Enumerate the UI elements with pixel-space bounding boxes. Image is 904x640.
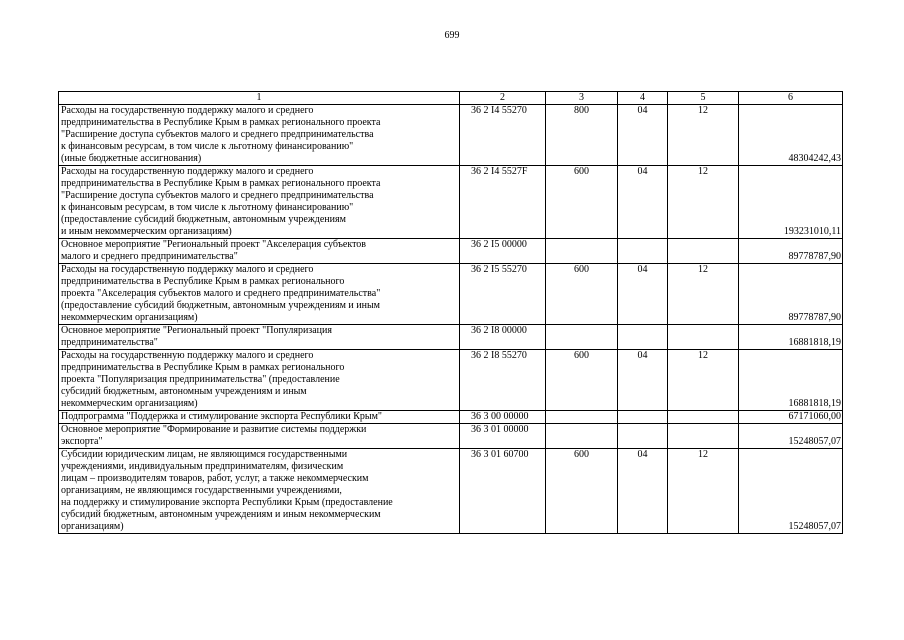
- row-amount: 67171060,00: [739, 411, 843, 424]
- row-section: 04: [618, 449, 668, 534]
- column-header: 6: [739, 92, 843, 105]
- table-row: [59, 449, 843, 534]
- row-amount: 16881818,19: [739, 325, 843, 350]
- row-description: Основное мероприятие "Формирование и развитие системы поддержки экспорта": [59, 424, 460, 449]
- row-description: Основное мероприятие "Региональный проект "Популяризация предпринимательства": [59, 325, 460, 350]
- row-expense-type: [546, 325, 618, 350]
- row-amount: 15248057,07: [739, 449, 843, 534]
- column-header: 3: [546, 92, 618, 105]
- row-expense-type: 800: [546, 105, 618, 166]
- row-expense-type: [546, 411, 618, 424]
- table-header-row: [59, 92, 843, 105]
- row-subsection: 12: [668, 105, 739, 166]
- row-code: 36 2 I8 55270: [460, 350, 546, 411]
- row-description: Подпрограмма "Поддержка и стимулирование экспорта Республики Крым": [59, 411, 460, 424]
- table-row: [59, 239, 843, 264]
- page-number: 699: [444, 30, 460, 41]
- row-amount: 89778787,90: [739, 264, 843, 325]
- row-description: Расходы на государственную поддержку малого и среднего предпринимательства в Республике Крым в рамках регионального проекта "Расширение доступа субъектов малого и среднего предпринимательства к финансовым ресурсам, в том числе к льготному финансированию" (предоставление субсидий бюджетным, автономным учреждениям и иным некоммерческим организациям): [59, 166, 460, 239]
- budget-table: [58, 91, 843, 534]
- table-row: [59, 411, 843, 424]
- table-row: [59, 166, 843, 239]
- row-section: 04: [618, 166, 668, 239]
- table-row: [59, 350, 843, 411]
- row-subsection: 12: [668, 264, 739, 325]
- row-code: 36 2 I5 00000: [460, 239, 546, 264]
- row-subsection: [668, 424, 739, 449]
- row-subsection: [668, 411, 739, 424]
- column-header: 2: [460, 92, 546, 105]
- table-row: [59, 325, 843, 350]
- row-description: Расходы на государственную поддержку малого и среднего предпринимательства в Республике Крым в рамках регионального проекта "Акселерация субъектов малого и среднего предпринимательства" (предоставление субсидий бюджетным, автономным учреждениям и иным некоммерческим организациям): [59, 264, 460, 325]
- table-row: [59, 105, 843, 166]
- row-amount: 15248057,07: [739, 424, 843, 449]
- row-subsection: 12: [668, 350, 739, 411]
- row-subsection: 12: [668, 449, 739, 534]
- row-section: 04: [618, 264, 668, 325]
- row-description: Основное мероприятие "Региональный проект "Акселерация субъектов малого и среднего предпринимательства": [59, 239, 460, 264]
- row-section: [618, 239, 668, 264]
- row-code: 36 3 00 00000: [460, 411, 546, 424]
- row-code: 36 2 I8 00000: [460, 325, 546, 350]
- row-code: 36 2 I5 55270: [460, 264, 546, 325]
- row-expense-type: [546, 239, 618, 264]
- row-section: 04: [618, 105, 668, 166]
- row-expense-type: 600: [546, 350, 618, 411]
- row-expense-type: 600: [546, 166, 618, 239]
- row-section: 04: [618, 350, 668, 411]
- column-header: 5: [668, 92, 739, 105]
- row-amount: 16881818,19: [739, 350, 843, 411]
- row-code: 36 2 I4 55270: [460, 105, 546, 166]
- row-description: Субсидии юридическим лицам, не являющимся государственными учреждениями, индивидуальным предпринимателям, физическим лицам – производителям товаров, работ, услуг, а также некоммерческим организациям, не являющимся государственными учреждениями, на поддержку и стимулирование экспорта Республики Крым (предоставление субсидий бюджетным, автономным учреждениям и иным некоммерческим организациям): [59, 449, 460, 534]
- row-section: [618, 325, 668, 350]
- row-code: 36 3 01 60700: [460, 449, 546, 534]
- row-subsection: [668, 325, 739, 350]
- table-row: [59, 424, 843, 449]
- row-description: Расходы на государственную поддержку малого и среднего предпринимательства в Республике Крым в рамках регионального проекта "Расширение доступа субъектов малого и среднего предпринимательства к финансовым ресурсам, в том числе к льготному финансированию" (иные бюджетные ассигнования): [59, 105, 460, 166]
- row-amount: 48304242,43: [739, 105, 843, 166]
- row-amount: 193231010,11: [739, 166, 843, 239]
- row-section: [618, 424, 668, 449]
- row-subsection: 12: [668, 166, 739, 239]
- row-expense-type: 600: [546, 264, 618, 325]
- column-header: 1: [59, 92, 460, 105]
- column-header: 4: [618, 92, 668, 105]
- row-code: 36 3 01 00000: [460, 424, 546, 449]
- row-section: [618, 411, 668, 424]
- row-description: Расходы на государственную поддержку малого и среднего предпринимательства в Республике Крым в рамках регионального проекта "Популяризация предпринимательства" (предоставление субсидий бюджетным, автономным учреждениям и иным некоммерческим организациям): [59, 350, 460, 411]
- row-subsection: [668, 239, 739, 264]
- table-row: [59, 264, 843, 325]
- row-expense-type: 600: [546, 449, 618, 534]
- row-amount: 89778787,90: [739, 239, 843, 264]
- row-expense-type: [546, 424, 618, 449]
- row-code: 36 2 I4 5527F: [460, 166, 546, 239]
